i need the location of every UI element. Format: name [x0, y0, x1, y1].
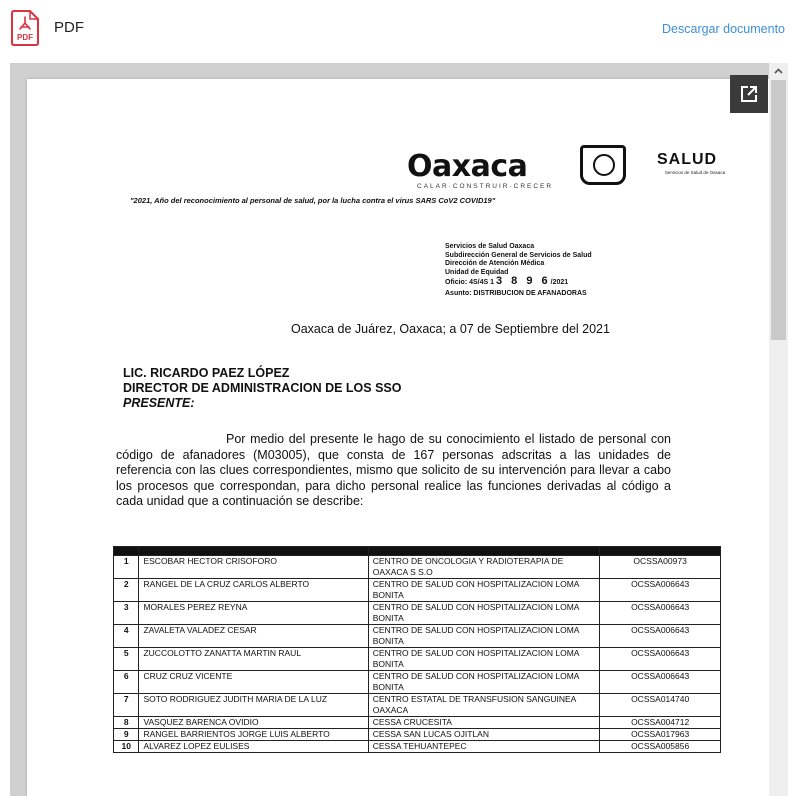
- table-row: [114, 556, 721, 579]
- unit-name: CENTRO DE SALUD CON HOSPITALIZACION LOMA BONITA: [368, 625, 600, 648]
- scrollbar-thumb[interactable]: [771, 80, 786, 340]
- employee-name: ALVAREZ LOPEZ EULISES: [139, 741, 368, 753]
- employee-name: MORALES PEREZ REYNA: [139, 602, 368, 625]
- table-row: [114, 671, 721, 694]
- unit-name: CENTRO DE SALUD CON HOSPITALIZACION LOMA BONITA: [368, 648, 600, 671]
- row-number: 5: [114, 648, 139, 671]
- oaxaca-logo-subtitle: CALAR·CONSTRUIR·CRECER: [417, 183, 554, 190]
- table-row: [114, 741, 721, 753]
- body-paragraph: Por medio del presente le hago de su conocimiento el listado de personal con código de afanadores (M03005), que consta de 167 personas adscritas a las unidades de referencia con las clues correspondientes, mismo que solicito de su intervención para llevar a cabo los procesos que correspondan, para dicho personal realice las funciones derivadas al código a cada unidad que a continuación se describe:: [116, 432, 671, 508]
- unit-name: CENTRO DE SALUD CON HOSPITALIZACION LOMA BONITA: [368, 671, 600, 694]
- oficio-line: [445, 277, 592, 288]
- table-header-row: [114, 547, 721, 556]
- clues-code: OCSSA017963: [600, 729, 721, 741]
- oficio-suffix: /2021: [550, 279, 569, 286]
- oficio-prefix: Oficio: 4S/4S 1: [445, 279, 495, 286]
- pdf-viewer[interactable]: [10, 63, 788, 796]
- file-type-title: PDF: [54, 19, 84, 36]
- open-in-new-icon: [739, 84, 759, 104]
- salud-logo-subtitle: Servicios de Salud de Oaxaca: [664, 170, 726, 175]
- unit-name: CENTRO DE SALUD CON HOSPITALIZACION LOMA BONITA: [368, 602, 600, 625]
- table-row: [114, 648, 721, 671]
- unit-name: CENTRO ESTATAL DE TRANSFUSION SANGUINEA OAXACA: [368, 694, 600, 717]
- row-number: 10: [114, 741, 139, 753]
- clues-code: OCSSA006643: [600, 625, 721, 648]
- employee-name: RANGEL BARRIENTOS JORGE LUIS ALBERTO: [139, 729, 368, 741]
- date-line: Oaxaca de Juárez, Oaxaca; a 07 de Septiembre del 2021: [291, 322, 610, 336]
- pdf-file-icon: [10, 9, 40, 47]
- row-number: 7: [114, 694, 139, 717]
- clues-code: OCSSA006643: [600, 648, 721, 671]
- file-header: [0, 0, 800, 60]
- clues-code: OCSSA006643: [600, 671, 721, 694]
- unit-name: CENTRO DE ONCOLOGIA Y RADIOTERAPIA DE OAXACA S S.O: [368, 556, 600, 579]
- row-number: 4: [114, 625, 139, 648]
- table-row: [114, 625, 721, 648]
- employee-name: SOTO RODRIGUEZ JUDITH MARIA DE LA LUZ: [139, 694, 368, 717]
- reference-block: [445, 243, 592, 298]
- oaxaca-logo: Oaxaca: [407, 149, 528, 184]
- reference-line: Unidad de Equidad: [445, 268, 509, 276]
- oficio-number: 3 8 9 6: [495, 275, 551, 287]
- table-row: [114, 602, 721, 625]
- unit-name: CENTRO DE SALUD CON HOSPITALIZACION LOMA BONITA: [368, 579, 600, 602]
- employee-name: CRUZ CRUZ VICENTE: [139, 671, 368, 694]
- row-number: 3: [114, 602, 139, 625]
- unit-name: CESSA CRUCESITA: [368, 717, 600, 729]
- employee-name: ESCOBAR HECTOR CRISOFORO: [139, 556, 368, 579]
- reference-line: Dirección de Atención Médica: [445, 260, 545, 267]
- addressee-block: [123, 366, 402, 411]
- vertical-scrollbar[interactable]: [769, 63, 788, 796]
- year-motto: "2021, Año del reconocimiento al personal de salud, por la lucha contra el virus SARS CoV2 COVID19": [130, 196, 496, 205]
- unit-name: CESSA TEHUANTEPEC: [368, 741, 600, 753]
- personnel-table: [113, 546, 721, 753]
- row-number: 2: [114, 579, 139, 602]
- reference-line: Subdirección General de Servicios de Salud: [445, 251, 592, 259]
- clues-code: OCSSA014740: [600, 694, 721, 717]
- government-seal-icon: [580, 145, 626, 185]
- clues-code: OCSSA005856: [600, 741, 721, 753]
- employee-name: RANGEL DE LA CRUZ CARLOS ALBERTO: [139, 579, 368, 602]
- table-row: [114, 717, 721, 729]
- asunto-line: Asunto: DISTRIBUCION DE AFANADORAS: [445, 289, 587, 297]
- clues-code: OCSSA006643: [600, 602, 721, 625]
- reference-line: Servicios de Salud Oaxaca: [445, 243, 535, 250]
- table-row: [114, 579, 721, 602]
- row-number: 8: [114, 717, 139, 729]
- clues-code: OCSSA00973: [600, 556, 721, 579]
- employee-name: ZAVALETA VALADEZ CESAR: [139, 625, 368, 648]
- svg-text:PDF: PDF: [17, 33, 33, 42]
- unit-name: CESSA SAN LUCAS OJITLAN: [368, 729, 600, 741]
- salud-logo: SALUD: [657, 151, 718, 168]
- pdf-page: [27, 79, 769, 796]
- open-in-new-button[interactable]: [730, 75, 768, 113]
- employee-name: ZUCCOLOTTO ZANATTA MARTIN RAUL: [139, 648, 368, 671]
- clues-code: OCSSA004712: [600, 717, 721, 729]
- addressee-title: DIRECTOR DE ADMINISTRACION DE LOS SSO: [123, 381, 402, 395]
- table-row: [114, 694, 721, 717]
- scroll-up-button[interactable]: [769, 63, 788, 79]
- row-number: 6: [114, 671, 139, 694]
- addressee-name: LIC. RICARDO PAEZ LÓPEZ: [123, 366, 290, 380]
- table-row: [114, 729, 721, 741]
- row-number: 9: [114, 729, 139, 741]
- chevron-up-icon: [774, 68, 783, 74]
- clues-code: OCSSA006643: [600, 579, 721, 602]
- download-document-link[interactable]: Descargar documento: [662, 22, 785, 36]
- row-number: 1: [114, 556, 139, 579]
- employee-name: VASQUEZ BARENCA OVIDIO: [139, 717, 368, 729]
- addressee-salutation: PRESENTE:: [123, 396, 195, 410]
